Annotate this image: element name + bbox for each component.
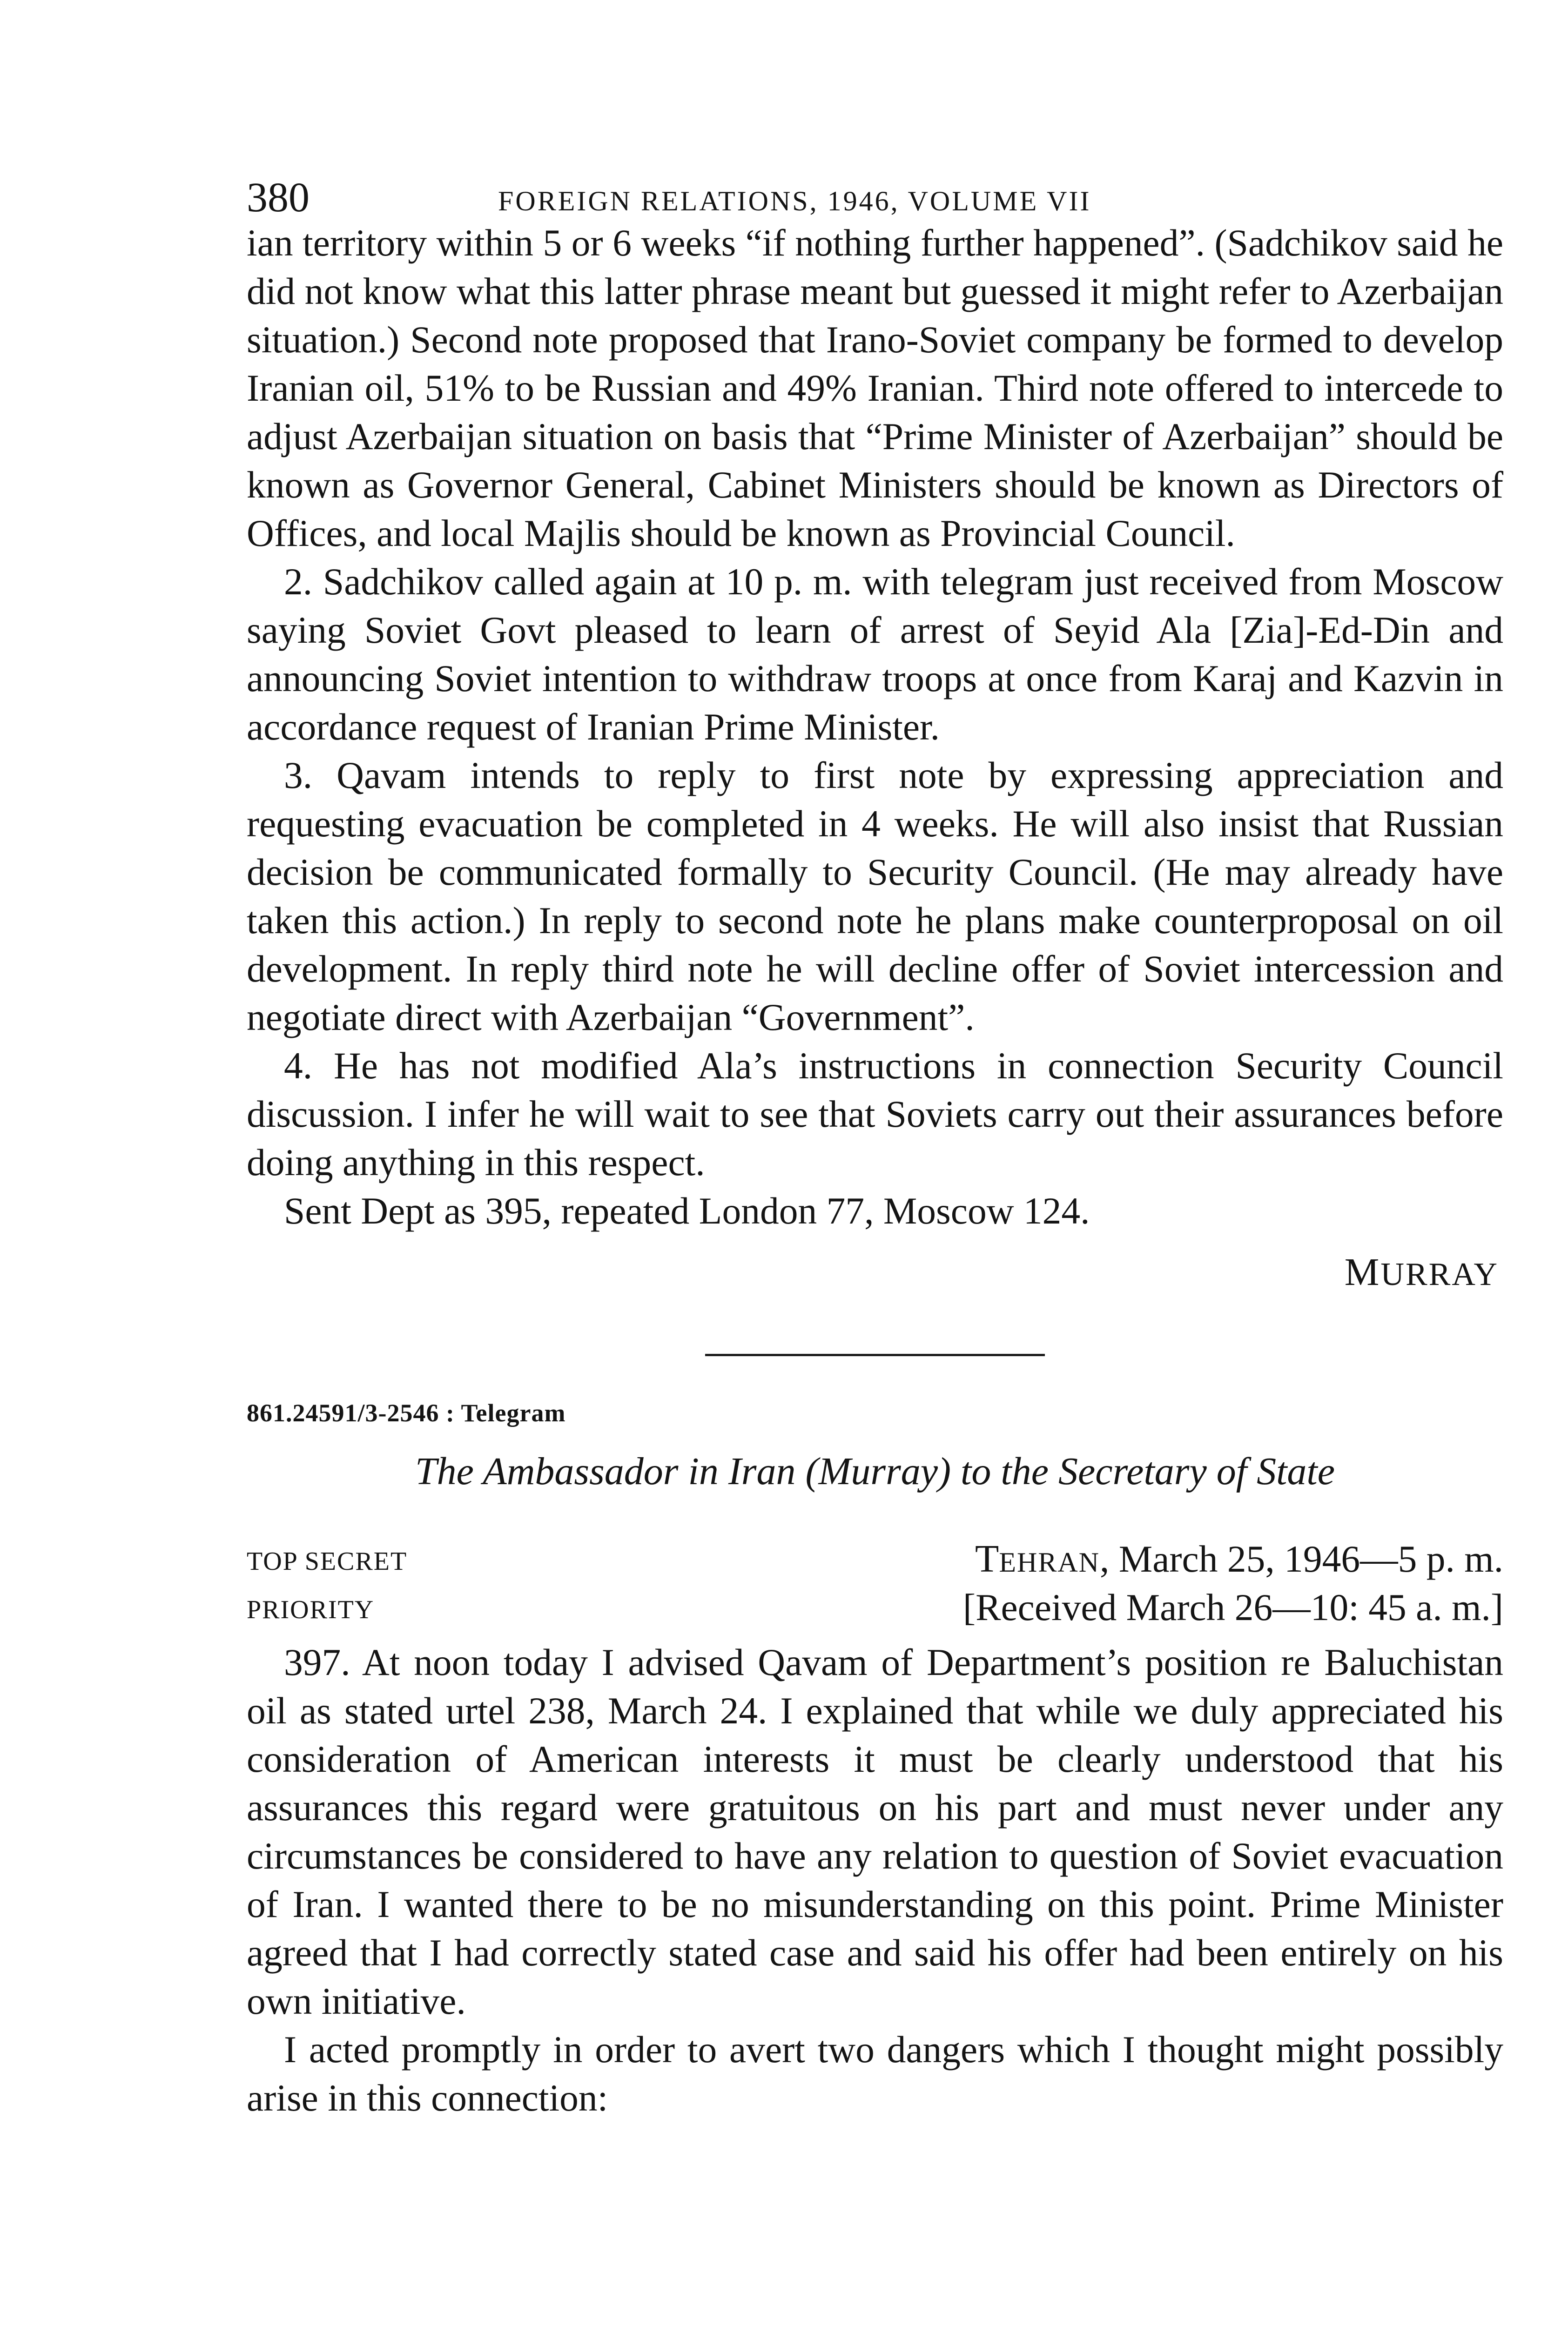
telegram-meta bbox=[247, 1535, 1503, 1633]
page-header bbox=[247, 154, 1503, 219]
paragraph-3: 3. Qavam intends to reply to first note by expressing appreciation and requesting evacuation be completed in 4 weeks. He will also insist that Russian decision be communicated formally to Security Council. (He may already have taken this action.) In reply to second note he plans make counterproposal on oil development. In reply third note he will decline offer of Soviet intercession and negotiate direct with Azerbaijan “Government”. bbox=[247, 754, 1503, 1038]
place-rest: EHRAN bbox=[999, 1547, 1100, 1578]
place-initial: T bbox=[975, 1537, 999, 1580]
section-divider bbox=[705, 1354, 1045, 1356]
file-number: 861.24591/3-2546 : Telegram bbox=[247, 1399, 566, 1427]
telegram-paragraph-1: 397. At noon today I advised Qavam of Department’s position re Baluchistan oil as stated urtel 238, March 24. I explained that while we duly appreciated his consideration of American interests it must be clearly understood that his assurances this regard were gratuitous on his part and must never under any circumstances be considered to have any relation to question of Soviet evacuation of Iran. I wanted there to be no misunderstanding on this point. Prime Minister agreed that I had correctly stated case and said his offer had been entirely on his own initiative. bbox=[247, 1641, 1503, 2022]
signature-initial: M bbox=[1344, 1251, 1381, 1294]
priority-label: PRIORITY bbox=[247, 1595, 375, 1624]
paragraph-5: Sent Dept as 395, repeated London 77, Moscow 124. bbox=[284, 1190, 1090, 1232]
document-title: The Ambassador in Iran (Murray) to the Secretary of State bbox=[415, 1450, 1335, 1493]
meta-row-classification bbox=[247, 1535, 1503, 1583]
place-date bbox=[975, 1535, 1503, 1587]
paragraph-4: 4. He has not modified Ala’s instructions in connection Security Council discussion. I infer he will wait to see that Soviets carry out their assurances before doing anything in this respect. bbox=[247, 1044, 1503, 1184]
meta-row-priority bbox=[247, 1583, 1503, 1632]
send-date: , March 25, 1946—5 p. m. bbox=[1100, 1538, 1503, 1580]
running-head: FOREIGN RELATIONS, 1946, VOLUME VII bbox=[498, 186, 1091, 216]
received-date: [Received March 26—10: 45 a. m.] bbox=[962, 1586, 1503, 1628]
classification-label: TOP SECRET bbox=[247, 1547, 408, 1576]
telegram-paragraph-2: I acted promptly in order to avert two dangers which I thought might possibly arise in this connection: bbox=[247, 2028, 1503, 2119]
page-number: 380 bbox=[247, 175, 310, 221]
document-page bbox=[247, 154, 1503, 2122]
paragraph-2: 2. Sadchikov called again at 10 p. m. with telegram just received from Moscow saying Soviet Govt pleased to learn of arrest of Seyid Ala [Zia]-Ed-Din and announcing Soviet intention to withdraw troops at once from Karaj and Kazvin in accordance request of Iranian Prime Minister. bbox=[247, 560, 1503, 748]
signature bbox=[247, 1251, 1503, 1294]
signature-rest: URRAY bbox=[1380, 1257, 1499, 1292]
paragraph-1: ian territory within 5 or 6 weeks “if nothing further happened”. (Sadchikov said he did not know what this latter phrase meant but guessed it might refer to Azerbaijan situation.) Second note proposed that Irano-Soviet company be formed to develop Iranian oil, 51% to be Russian and 49% Iranian. Third note offered to intercede to adjust Azerbaijan situation on basis that “Prime Minister of Azerbaijan” should be known as Governor General, Cabinet Ministers should be known as Directors of Offices, and local Majlis should be known as Provincial Council. bbox=[247, 222, 1503, 554]
